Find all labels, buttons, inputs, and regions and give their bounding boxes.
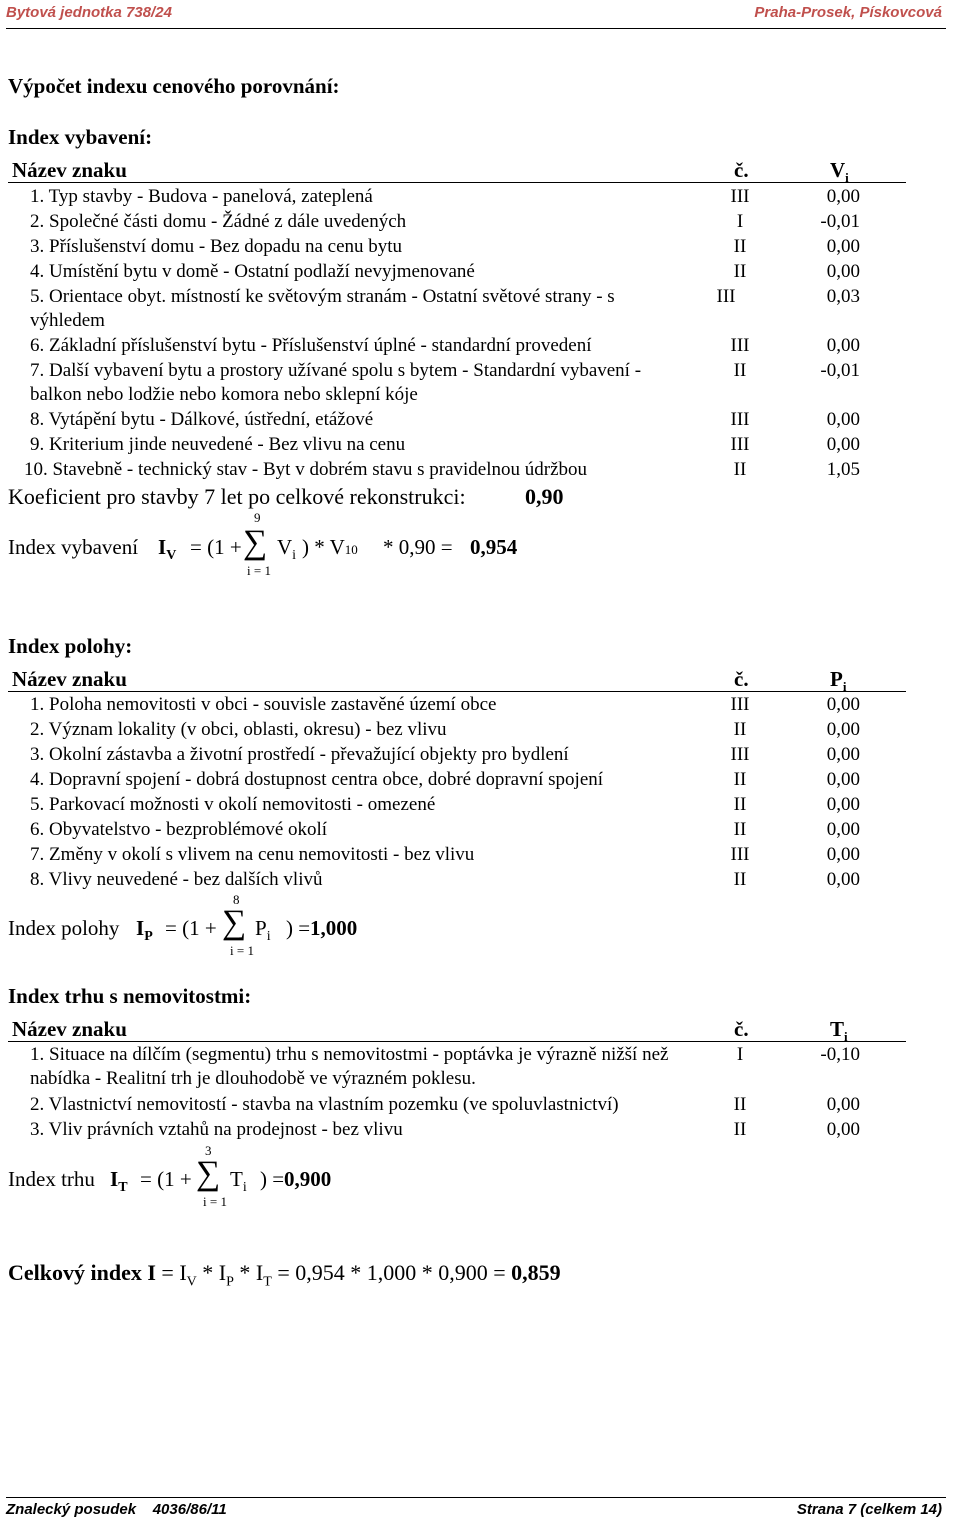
vybaveni-table-header [8, 156, 906, 186]
polohy-table-header [8, 665, 906, 695]
polohy-heading: Index polohy: [8, 634, 133, 658]
col-no: č. [734, 158, 749, 182]
page-footer [6, 1497, 946, 1520]
col-name: Název znaku [12, 158, 127, 182]
sigma-icon: ∑ [243, 524, 268, 561]
koeficient-label: Koeficient pro stavby 7 let po celkové rekonstrukci: [8, 484, 466, 509]
sigma-icon: ∑ [222, 904, 247, 941]
vybaveni-heading: Index vybavení: [8, 125, 153, 149]
header-unit: Bytová jednotka 738/24 [6, 4, 172, 21]
vybaveni-result: 0,954 [470, 535, 518, 559]
koeficient-value: 0,90 [525, 484, 564, 509]
footer-page: Strana 7 (celkem 14) [796, 1501, 942, 1518]
page-title: Výpočet indexu cenového porovnání: [8, 74, 340, 98]
col-name: Název znaku [12, 1017, 127, 1041]
trhu-heading: Index trhu s nemovitostmi: [8, 984, 252, 1008]
col-no: č. [734, 1017, 749, 1041]
polohy-result: 1,000 [310, 916, 358, 940]
col-val: $P_i$ [830, 667, 847, 695]
sigma-icon: ∑ [196, 1155, 221, 1192]
header-address: Praha-Prosek, Pískovcová [754, 4, 942, 21]
col-val: $T_i$ [830, 1017, 848, 1045]
col-val: $V_i$ [830, 158, 849, 186]
footer-report: Znalecký posudek 4036/86/11 [6, 1501, 227, 1518]
page-header [6, 2, 946, 29]
trhu-result: 0,900 [284, 1167, 332, 1191]
celkovy-result: 0,859 [511, 1260, 561, 1285]
col-name: Název znaku [12, 667, 127, 691]
celkovy-index: Celkový index $I = I_V * I_P * I_T = 0,954 * 1,000 * 0,900 = 0,859$ [8, 1260, 561, 1290]
col-no: č. [734, 667, 749, 691]
trhu-table-header [8, 1015, 906, 1045]
